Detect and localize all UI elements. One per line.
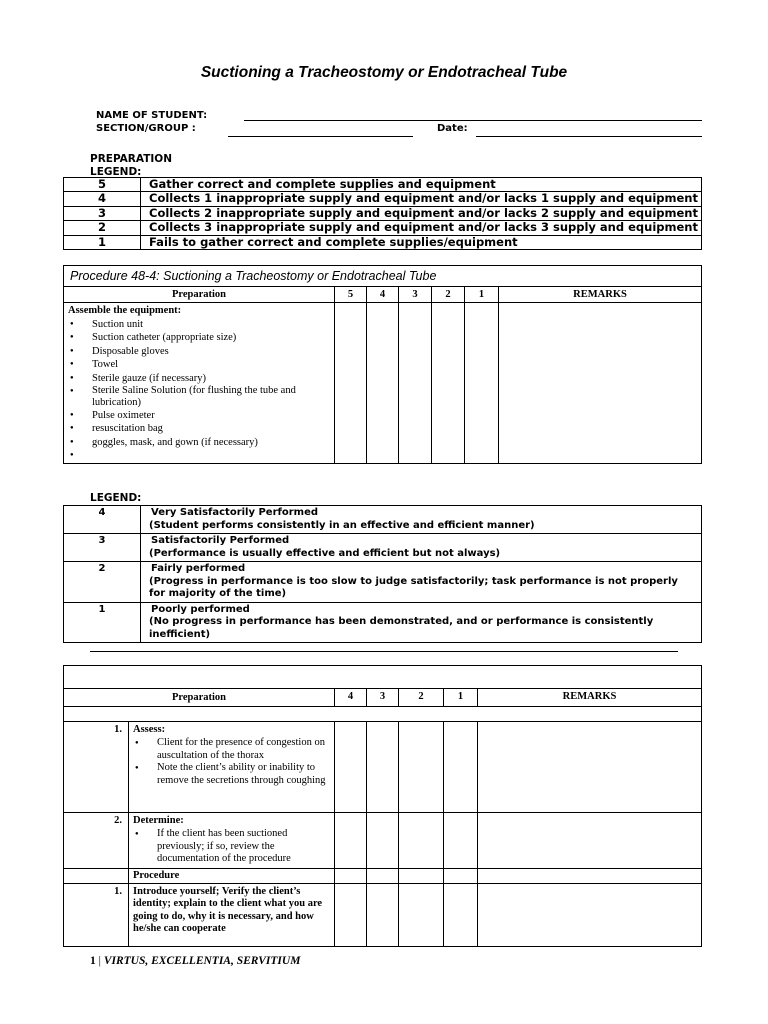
assess-list — [133, 737, 330, 787]
list-item: ● Sterile Saline Solution (for flushing the tube and lubrication) — [68, 385, 330, 409]
legend2-heading: LEGEND: — [90, 492, 142, 504]
legend-title: Satisfactorily Performed — [151, 535, 290, 546]
col-score-1: 1 — [465, 287, 499, 303]
procedure-title: Procedure 48-4: Suctioning a Tracheostomy or Endotracheal Tube — [64, 266, 702, 287]
legend-score: 2 — [64, 221, 141, 235]
step-label: Assess: — [133, 724, 166, 735]
legend-row — [64, 235, 702, 249]
date-label: Date: — [437, 123, 468, 134]
section-group-label: SECTION/GROUP : — [96, 123, 196, 134]
score-cell[interactable] — [444, 813, 478, 869]
section-group-field[interactable] — [228, 136, 413, 137]
legend-text: Gather correct and complete supplies and equipment — [141, 178, 702, 192]
page-title: Suctioning a Tracheostomy or Endotracheal Tube — [200, 64, 568, 81]
legend-text: Collects 2 inappropriate supply and equipment and/or lacks 2 supply and equipment — [141, 206, 702, 220]
legend-title: Fairly performed — [151, 563, 246, 574]
legend-row — [64, 206, 702, 220]
remarks-cell[interactable] — [478, 813, 702, 869]
table-row — [64, 722, 702, 813]
table-row — [64, 813, 702, 869]
footer-separator: | — [98, 955, 101, 967]
procedure-steps-table — [63, 665, 702, 947]
spacer-row — [64, 707, 702, 722]
step-text: Introduce yourself; Verify the client’s identity; explain to the client what you are going to do, why it is necessary, and how he/she can cooperate — [129, 883, 335, 946]
score-cell[interactable] — [335, 813, 367, 869]
list-item: ● Pulse oximeter — [68, 409, 330, 422]
legend-desc: (Student performs consistently in an effective and efficient manner) — [149, 519, 535, 531]
determine-list — [133, 828, 330, 866]
legend-score: 3 — [64, 206, 141, 220]
page-number: 1 — [90, 955, 96, 967]
col-score-2: 2 — [399, 689, 444, 707]
score-cell[interactable] — [444, 868, 478, 883]
score-cell[interactable] — [399, 883, 444, 946]
list-item: ● Suction unit — [68, 318, 330, 331]
col-score-4: 4 — [367, 287, 399, 303]
score-cell[interactable] — [335, 868, 367, 883]
remarks-cell[interactable] — [478, 883, 702, 946]
list-item: ● Disposable gloves — [68, 345, 330, 358]
legend-title: Poorly performed — [151, 603, 250, 615]
equipment-cell — [64, 303, 335, 464]
score-cell[interactable] — [432, 303, 465, 464]
legend-heading: LEGEND: — [90, 166, 142, 178]
score-cell[interactable] — [367, 883, 399, 946]
preparation-legend-table — [63, 177, 702, 250]
col-score-3: 3 — [399, 287, 432, 303]
step-number: 1. — [64, 722, 129, 813]
table-row — [64, 883, 702, 946]
col-score-3: 3 — [367, 689, 399, 707]
legend-text: Collects 3 inappropriate supply and equipment and/or lacks 3 supply and equipment — [141, 221, 702, 235]
score-cell[interactable] — [367, 722, 399, 813]
legend-row — [64, 221, 702, 235]
legend-score: 1 — [64, 602, 141, 643]
remarks-cell[interactable] — [499, 303, 702, 464]
list-item: ● resuscitation bag — [68, 422, 330, 435]
legend-score: 3 — [64, 534, 141, 562]
legend-score: 2 — [64, 562, 141, 603]
name-of-student-field[interactable] — [244, 120, 702, 121]
footer-motto: VIRTUS, EXCELLENTIA, SERVITIUM — [103, 955, 301, 967]
score-cell[interactable] — [335, 722, 367, 813]
col-score-4: 4 — [335, 689, 367, 707]
list-item: ● Towel — [68, 358, 330, 371]
procedure-preparation-table — [63, 265, 702, 464]
col-preparation: Preparation — [64, 287, 335, 303]
legend-row — [64, 534, 702, 562]
score-cell[interactable] — [335, 303, 367, 464]
legend-row — [64, 602, 702, 643]
legend-text: Collects 1 inappropriate supply and equipment and/or lacks 1 supply and equipment — [141, 192, 702, 206]
date-field[interactable] — [476, 136, 702, 137]
legend-score: 4 — [64, 192, 141, 206]
score-cell[interactable] — [444, 883, 478, 946]
list-item: ● Note the client’s ability or inability to remove the secretions through coughing — [133, 762, 330, 787]
list-item: ● Client for the presence of congestion on auscultation of the thorax — [133, 737, 330, 762]
score-cell[interactable] — [399, 303, 432, 464]
step-number: 1. — [64, 883, 129, 946]
score-cell[interactable] — [367, 813, 399, 869]
legend-score: 5 — [64, 178, 141, 192]
col-remarks: REMARKS — [499, 287, 702, 303]
col-remarks: REMARKS — [478, 689, 702, 707]
legend-row — [64, 178, 702, 192]
performance-legend-table — [63, 505, 702, 643]
score-cell[interactable] — [399, 722, 444, 813]
legend-title: Very Satisfactorily Performed — [151, 507, 319, 518]
assemble-label: Assemble the equipment: — [68, 305, 182, 316]
col-score-5: 5 — [335, 287, 367, 303]
legend-desc: (Progress in performance is too slow to judge satisfactorily; task performance is not properly for majority of the time) — [149, 575, 678, 599]
step-label: Determine: — [133, 815, 184, 826]
list-item: ● Suction catheter (appropriate size) — [68, 331, 330, 344]
list-item: ● goggles, mask, and gown (if necessary) — [68, 436, 330, 449]
legend-desc: (No progress in performance has been demonstrated, and or performance is consistently inefficient) — [149, 616, 654, 640]
score-cell[interactable] — [465, 303, 499, 464]
score-cell[interactable] — [399, 868, 444, 883]
equipment-list — [68, 318, 330, 461]
name-of-student-label: NAME OF STUDENT: — [96, 110, 208, 121]
legend-row — [64, 192, 702, 206]
col-score-1: 1 — [444, 689, 478, 707]
page-footer — [90, 955, 300, 967]
legend-text: Fails to gather correct and complete supplies/equipment — [141, 235, 702, 249]
legend-score: 1 — [64, 235, 141, 249]
list-item: ● If the client has been suctioned previously; if so, review the documentation of the procedure — [133, 828, 330, 866]
list-item — [68, 449, 330, 461]
col-preparation: Preparation — [64, 689, 335, 707]
col-score-2: 2 — [432, 287, 465, 303]
legend-row — [64, 506, 702, 534]
score-cell[interactable] — [335, 883, 367, 946]
steps-title-cell — [64, 666, 702, 689]
score-cell[interactable] — [399, 813, 444, 869]
step-number: 2. — [64, 813, 129, 869]
list-item: ● Sterile gauze (if necessary) — [68, 372, 330, 385]
preparation-heading: PREPARATION — [90, 153, 172, 165]
score-cell[interactable] — [367, 303, 399, 464]
legend-desc: (Performance is usually effective and efficient but not always) — [149, 547, 501, 559]
divider — [90, 651, 678, 652]
legend-score: 4 — [64, 506, 141, 534]
remarks-cell[interactable] — [478, 722, 702, 813]
procedure-label: Procedure — [129, 868, 335, 883]
score-cell[interactable] — [367, 868, 399, 883]
blank-cell — [64, 868, 129, 883]
score-cell[interactable] — [444, 722, 478, 813]
remarks-cell[interactable] — [478, 868, 702, 883]
legend-row — [64, 562, 702, 603]
